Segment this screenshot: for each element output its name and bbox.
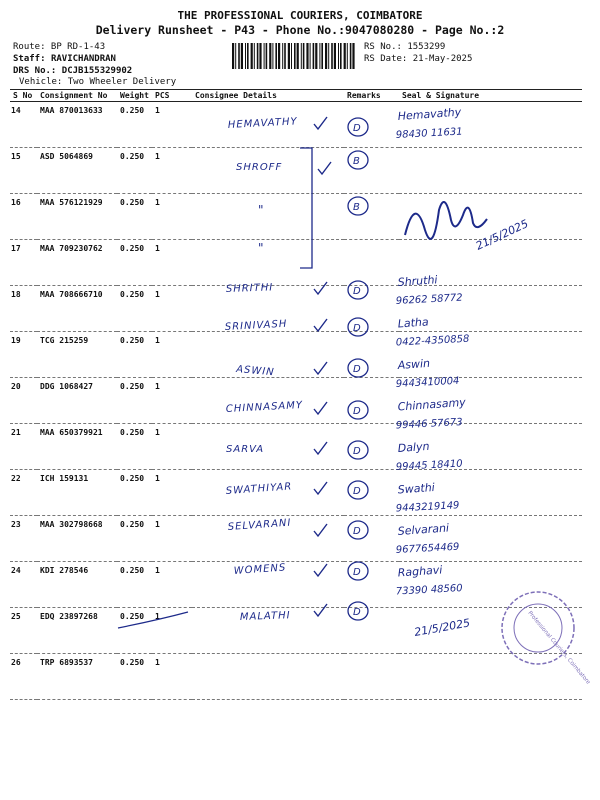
row-signature <box>399 516 582 562</box>
row-signature <box>399 240 582 286</box>
drs-number: DCJB155329902 <box>61 66 133 76</box>
row-consignment-no: MAA 709230762 <box>37 240 117 286</box>
row-consignment-no: TCG 215259 <box>37 332 117 378</box>
row-consignment-no: TRP 6893537 <box>37 654 117 700</box>
row-remarks <box>344 654 399 700</box>
col-weight-header: Weight <box>117 90 152 102</box>
table-header-row <box>10 90 582 102</box>
row-sno: 20 <box>10 378 37 424</box>
col-seal-header: Seal & Signature <box>399 90 582 102</box>
row-consignment-no: KDI 278546 <box>37 562 117 608</box>
row-pcs: 1 <box>152 516 192 562</box>
drs-prefix: DRS No.: <box>13 66 62 76</box>
row-consignee <box>192 516 344 562</box>
remark-code: D <box>353 323 361 334</box>
signature-name: Latha <box>397 315 430 331</box>
table-row <box>10 654 582 700</box>
row-remarks <box>344 240 399 286</box>
remark-code: D <box>353 406 361 417</box>
row-sno: 16 <box>10 194 37 240</box>
row-weight: 0.250 <box>117 562 152 608</box>
signature-name: Selvarani <box>397 521 450 538</box>
row-consignment-no: DDG 1068427 <box>37 378 117 424</box>
row-consignment-no: MAA 708666710 <box>37 286 117 332</box>
row-remarks <box>344 148 399 194</box>
row-weight: 0.250 <box>117 194 152 240</box>
handwritten-consignee: " <box>258 203 265 217</box>
row-weight: 0.250 <box>117 516 152 562</box>
row-consignment-no: ASD 5064869 <box>37 148 117 194</box>
company-title: THE PROFESSIONAL COURIERS, COIMBATORE <box>177 9 423 22</box>
row-pcs: 1 <box>152 470 192 516</box>
table-row <box>10 562 582 608</box>
signature-name: Aswin <box>397 356 431 372</box>
remark-code: D <box>353 286 361 297</box>
row-consignee <box>192 562 344 608</box>
staff-prefix: Staff: <box>13 54 51 64</box>
row-sno: 22 <box>10 470 37 516</box>
runsheet-table <box>10 89 582 700</box>
vehicle-label: Vehicle: Two Wheeler Delivery <box>19 77 177 87</box>
rs-date: RS Date: 21-May-2025 <box>364 54 473 64</box>
signature-phone: 73390 48560 <box>395 583 463 598</box>
row-pcs: 1 <box>152 424 192 470</box>
row-sno: 19 <box>10 332 37 378</box>
remark-code: D <box>353 123 361 134</box>
table-row <box>10 516 582 562</box>
col-remarks-header: Remarks <box>344 90 399 102</box>
row-weight: 0.250 <box>117 424 152 470</box>
row-consignee <box>192 240 344 286</box>
row-consignment-no: MAA 302798668 <box>37 516 117 562</box>
row-signature <box>399 470 582 516</box>
signature-name: Chinnasamy <box>397 395 467 414</box>
row-consignment-no: EDQ 23897268 <box>37 608 117 654</box>
remark-code: D <box>353 526 361 537</box>
table-row <box>10 148 582 194</box>
row-consignee <box>192 148 344 194</box>
row-sno: 21 <box>10 424 37 470</box>
handwritten-consignee: MALATHI <box>239 610 291 623</box>
row-remarks <box>344 424 399 470</box>
row-remarks <box>344 332 399 378</box>
runsheet-title: Delivery Runsheet - P43 - Phone No.:9047080280 - Page No.:2 <box>95 23 505 37</box>
handwritten-consignee: CHINNASAMY <box>225 399 304 415</box>
row-consignee <box>192 286 344 332</box>
table-row <box>10 424 582 470</box>
row-remarks <box>344 194 399 240</box>
signature-phone: 9443219149 <box>395 500 460 515</box>
row-sno: 23 <box>10 516 37 562</box>
row-consignee <box>192 654 344 700</box>
handwritten-consignee: SHRITHI <box>225 282 274 295</box>
row-sno: 14 <box>10 102 37 148</box>
row-sno: 15 <box>10 148 37 194</box>
row-remarks <box>344 378 399 424</box>
row-weight: 0.250 <box>117 654 152 700</box>
signature-phone: 9677654469 <box>395 541 460 556</box>
row-sno: 17 <box>10 240 37 286</box>
row-pcs: 1 <box>152 608 192 654</box>
row-signature <box>399 562 582 608</box>
row-pcs: 1 <box>152 286 192 332</box>
signature-date: 21/5/2025 <box>473 217 531 253</box>
table-row <box>10 240 582 286</box>
remark-code: B <box>353 156 360 167</box>
row-pcs: 1 <box>152 194 192 240</box>
col-pcs-header: PCS <box>152 90 192 102</box>
row-remarks <box>344 102 399 148</box>
handwritten-consignee: SWATHIYAR <box>225 481 293 497</box>
remark-code: D <box>353 446 361 457</box>
handwritten-consignee: SHROFF <box>236 162 283 173</box>
row-consignee <box>192 332 344 378</box>
row-remarks <box>344 562 399 608</box>
row-weight: 0.250 <box>117 148 152 194</box>
table-row <box>10 378 582 424</box>
row-remarks <box>344 470 399 516</box>
row-consignee <box>192 102 344 148</box>
row-consignee <box>192 194 344 240</box>
row-pcs: 1 <box>152 102 192 148</box>
row-signature <box>399 608 582 654</box>
signature-phone: 99446 57673 <box>395 417 463 432</box>
barcode <box>232 43 356 69</box>
row-consignment-no: ICH 159131 <box>37 470 117 516</box>
signature-name: Dalyn <box>397 439 430 455</box>
row-remarks <box>344 516 399 562</box>
row-remarks <box>344 608 399 654</box>
signature-name: Swathi <box>397 480 436 497</box>
table-row <box>10 332 582 378</box>
table-row <box>10 194 582 240</box>
row-signature <box>399 332 582 378</box>
row-signature <box>399 194 582 240</box>
table-row <box>10 286 582 332</box>
row-signature <box>399 654 582 700</box>
row-weight: 0.250 <box>117 286 152 332</box>
row-pcs: 1 <box>152 378 192 424</box>
handwritten-consignee: SELVARANI <box>227 517 292 533</box>
row-consignee <box>192 470 344 516</box>
row-weight: 0.250 <box>117 470 152 516</box>
signature-phone: 9443410004 <box>395 375 460 390</box>
row-weight: 0.250 <box>117 332 152 378</box>
row-weight: 0.250 <box>117 102 152 148</box>
row-pcs: 1 <box>152 654 192 700</box>
row-consignee <box>192 424 344 470</box>
col-sno-header: S No <box>10 90 37 102</box>
signature-phone: 98430 11631 <box>395 126 463 141</box>
handwritten-consignee: SRINIVASH <box>224 318 288 333</box>
stamp-text: Professional Couriers, Coimbatore <box>526 610 591 686</box>
row-pcs: 1 <box>152 332 192 378</box>
row-sno: 25 <box>10 608 37 654</box>
row-weight: 0.250 <box>117 378 152 424</box>
remark-code: D <box>353 607 361 618</box>
table-row <box>10 470 582 516</box>
row-signature <box>399 286 582 332</box>
handwritten-consignee: ASWIN <box>235 364 276 379</box>
row-weight: 0.250 <box>117 240 152 286</box>
signature-name: Raghavi <box>397 563 443 580</box>
handwritten-consignee: HEMAVATHY <box>227 116 298 131</box>
signature-phone: 0422-4350858 <box>395 333 470 349</box>
row-consignment-no: MAA 870013633 <box>37 102 117 148</box>
row-consignee <box>192 378 344 424</box>
row-weight: 0.250 <box>117 608 152 654</box>
row-signature <box>399 378 582 424</box>
signature-phone: 96262 58772 <box>395 292 463 307</box>
table-row <box>10 608 582 654</box>
remark-code: B <box>353 202 360 213</box>
route-label: Route: BP RD-1-43 <box>13 42 106 52</box>
row-signature <box>399 102 582 148</box>
table-row <box>10 102 582 148</box>
signature-date: 21/5/2025 <box>413 616 472 639</box>
row-signature <box>399 148 582 194</box>
row-consignee <box>192 608 344 654</box>
row-sno: 18 <box>10 286 37 332</box>
remark-code: D <box>353 364 361 375</box>
row-remarks <box>344 286 399 332</box>
rs-number: RS No.: 1553299 <box>364 42 446 52</box>
staff-name: RAVICHANDRAN <box>50 54 116 64</box>
col-consignment-header: Consignment No <box>37 90 117 102</box>
col-consignee-header: Consignee Details <box>192 90 344 102</box>
row-pcs: 1 <box>152 562 192 608</box>
remark-code: D <box>353 486 361 497</box>
row-sno: 24 <box>10 562 37 608</box>
signature-name: Hemavathy <box>397 105 462 123</box>
signature-phone: 99445 18410 <box>395 458 463 473</box>
staff-line <box>13 53 116 65</box>
row-consignment-no: MAA 650379921 <box>37 424 117 470</box>
signature-name: Shruthi <box>397 273 438 289</box>
row-consignment-no: MAA 576121929 <box>37 194 117 240</box>
handwritten-consignee: " <box>258 241 265 255</box>
handwritten-consignee: WOMENS <box>233 562 287 577</box>
row-pcs: 1 <box>152 148 192 194</box>
remark-code: D <box>353 567 361 578</box>
row-signature <box>399 424 582 470</box>
row-pcs: 1 <box>152 240 192 286</box>
handwritten-consignee: SARVA <box>226 444 265 455</box>
row-sno: 26 <box>10 654 37 700</box>
